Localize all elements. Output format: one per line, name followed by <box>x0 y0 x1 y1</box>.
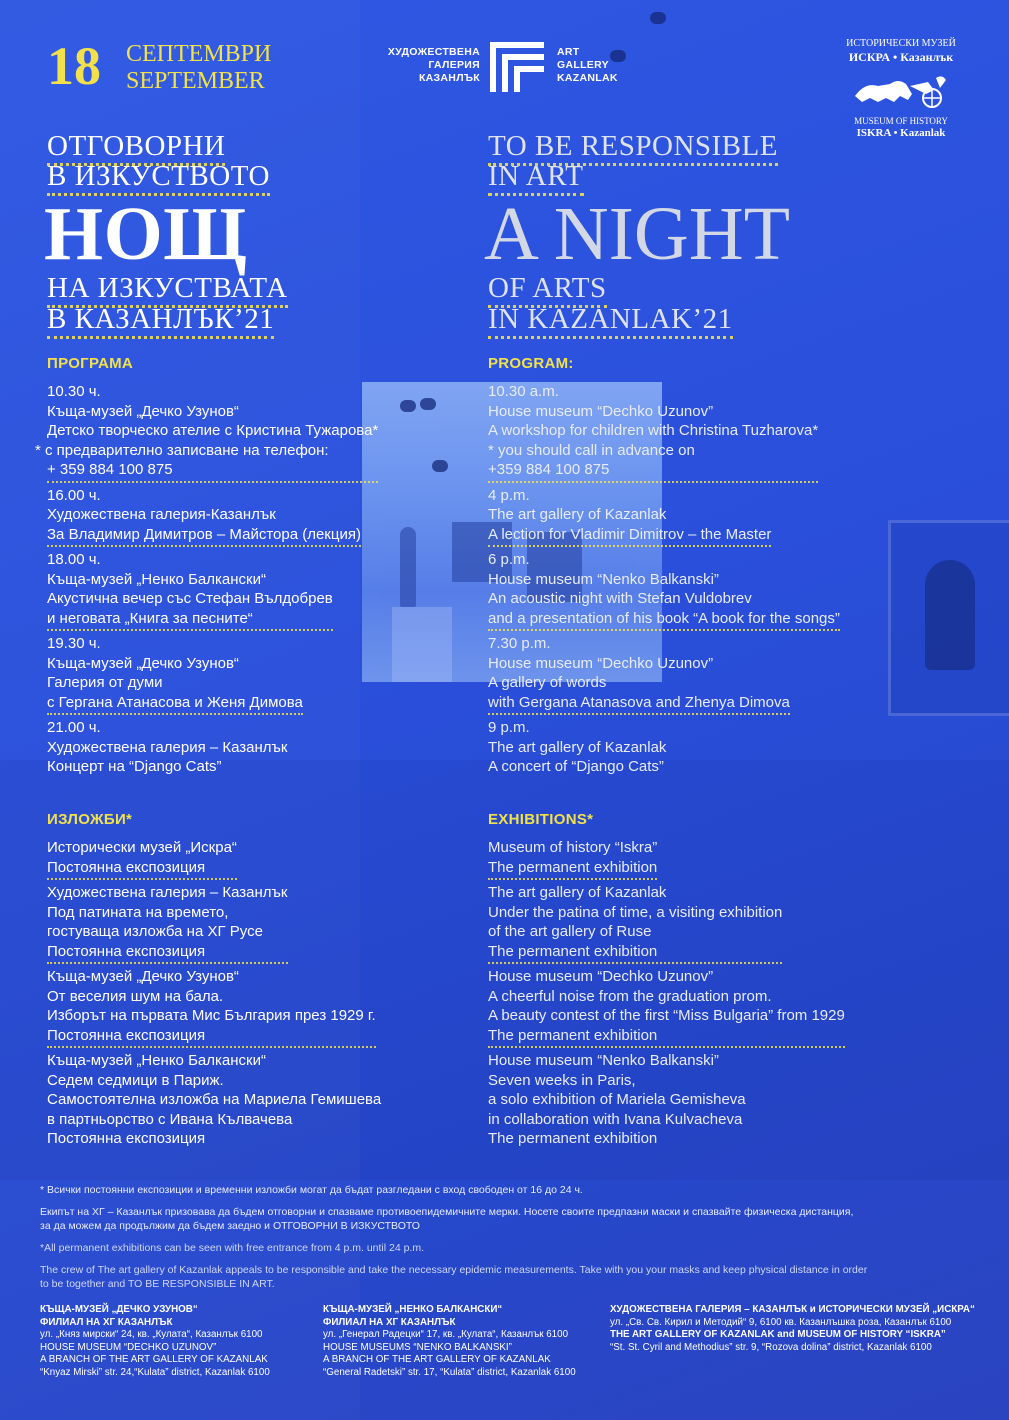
program-bg-entry: 16.00 ч. Художествена галерия-Казанлък За Владимир Димитров – Майстора (лекция) <box>47 486 361 548</box>
exhibition-bg-entry: Къща-музей „Ненко Балкански“ Седем седмици в Париж. Самостоятелна изложба на Мариела Гемишева в партньорство с Ивана Кълвачева Постоянна експозиция <box>47 1052 382 1147</box>
spotlight-icon <box>650 12 666 24</box>
program-en <box>488 354 928 781</box>
gallery-logo-text-en: ART GALLERY KAZANLAK <box>557 46 618 84</box>
program-bg-heading: ПРОГРАМА <box>47 355 134 372</box>
program-bg <box>35 354 487 781</box>
note-bg-appeal: Екипът на ХГ – Казанлък призовава да бъдем отговорни и спазваме противоепидемичните мерки. Носете своите предпазни маски и спазвайте физическа дистанция, <box>40 1206 854 1218</box>
exhibitions-en <box>488 810 928 1153</box>
exhibition-en-entry: House museum “Nenko Balkanski” Seven weeks in Paris, a solo exhibition of Mariela Gemisheva in collaboration with Ivana Kulvacheva The permanent exhibition <box>488 1052 746 1147</box>
exhibition-en-entry: House museum “Dechko Uzunov” A cheerful noise from the graduation prom. A beauty contest of the first “Miss Bulgaria” from 1929 The permanent exhibition <box>488 967 845 1048</box>
note-bg-appeal-2: за да можем да продължим да бъдем заедно и ОТГОВОРНИ В ИЗКУСТВОТО <box>40 1220 420 1232</box>
note-en-appeal: The crew of The art gallery of Kazanlak appeals to be responsible and take the necessary epidemic measurements. Take with you your masks and keep physical distance in order <box>40 1264 868 1276</box>
title-en-line4: IN KAZANLAK’21 <box>488 303 733 339</box>
program-en-heading: PROGRAM: <box>488 355 574 372</box>
program-en-entry: 6 p.m. House museum “Nenko Balkanski” An acoustic night with Stefan Vuldobrev and a presentation of his book “A book for the songs” <box>488 550 840 631</box>
note-en-free-entrance: *All permanent exhibitions can be seen with free entrance from 4 p.m. until 24 p.m. <box>40 1242 425 1254</box>
exhibition-bg-entry: Къща-музей „Дечко Узунов“ От веселия шум на бала. Изборът на първата Мис България през 1929 г. Постоянна експозиция <box>47 967 376 1048</box>
title-en-line2: IN ART <box>488 160 584 196</box>
date-month-bg: СЕПТЕМВРИ <box>126 41 272 67</box>
exhibitions-en-heading: EXHIBITIONS* <box>488 811 594 828</box>
note-bg-free-entrance: * Всички постоянни експозиции и временни изложби могат да бъдат разгледани с вход свободен от 16 до 24 ч. <box>40 1184 583 1196</box>
footer-address-1: КЪЩА-МУЗЕЙ „ДЕЧКО УЗУНОВ“ ФИЛИАЛ НА ХГ КАЗАНЛЪК ул. „Княз мирски“ 24, кв. „Кулата“, Казанлък 6100 HOUSE MUSEUM “DECHKO UZUNOV” A BRANCH OF THE ART GALLERY OF KAZANLAK “Knyaz Mirski” str. 24,“Kulata” district, Kazanlak 6100 <box>40 1304 270 1378</box>
gallery-logo-text-bg: ХУДОЖЕСТВЕНА ГАЛЕРИЯ КАЗАНЛЪК <box>387 46 480 84</box>
exhibition-en-entry: The art gallery of Kazanlak Under the patina of time, a visiting exhibition of the art gallery of Ruse The permanent exhibition <box>488 883 782 964</box>
bg-painting-figure <box>925 560 975 670</box>
program-en-entry: 7.30 p.m. House museum “Dechko Uzunov” A gallery of words with Gergana Atanasova and Zhenya Dimova <box>488 634 790 715</box>
exhibition-bg-entry: Художествена галерия – Казанлък Под патината на времето, гостуваща изложба на ХГ Русе Постоянна експозиция <box>47 883 288 964</box>
program-bg-entry: 18.00 ч. Къща-музей „Ненко Балкански“ Акустична вечер със Стефан Вълдобрев и неговата „Книга за песните“ <box>47 550 333 631</box>
date-number: 18 <box>47 36 101 96</box>
note-en-appeal-2: to be together and TO BE RESPONSIBLE IN ART. <box>40 1278 275 1290</box>
program-en-entry: 10.30 a.m. House museum “Dechko Uzunov” A workshop for children with Christina Tuzharova* * you should call in advance on +359 884 100 875 <box>488 382 818 483</box>
program-bg-entry: 10.30 ч. Къща-музей „Дечко Узунов“ Детско творческо ателие с Кристина Тужарова* * с предварително записване на телефон: + 359 884 100 875 <box>47 382 378 483</box>
chariot-icon <box>850 72 950 112</box>
title-en-big: A NIGHT <box>484 192 791 276</box>
exhibitions-bg <box>47 810 487 1153</box>
title-bg-line2: В ИЗКУСТВОТО <box>47 160 270 196</box>
title-bg-line4: В КАЗАНЛЪК’21 <box>47 303 274 339</box>
title-en-line3: OF ARTS <box>488 272 607 308</box>
title-bg-big: НОЩ <box>44 192 248 276</box>
notes <box>40 1183 970 1291</box>
program-bg-entry: 21.00 ч. Художествена галерия – Казанлък Концерт на “Django Cats” <box>47 719 288 775</box>
gallery-logo-icon <box>490 42 544 92</box>
museum-logo: ИСТОРИЧЕСКИ МУЗЕЙ ИСКРА • Казанлък MUSEUM OF HISTORY ISKRA • Kazanlak <box>846 38 956 139</box>
footer-address-2: КЪЩА-МУЗЕЙ „НЕНКО БАЛКАНСКИ“ ФИЛИАЛ НА ХГ КАЗАНЛЪК ул. „Генерал Радецки“ 17, кв. „Кулата“, Казанлък 6100 HOUSE MUSEUMS “NENKO BALKANSKI” A BRANCH OF THE ART GALLERY OF KAZANLAK “General Radetski” str. 17, “Kulata” district, Kazanlak 6100 <box>323 1304 576 1378</box>
program-en-entry: 9 p.m. The art gallery of Kazanlak A concert of “Django Cats” <box>488 719 667 775</box>
footer-address-3: ХУДОЖЕСТВЕНА ГАЛЕРИЯ – КАЗАНЛЪК и ИСТОРИЧЕСКИ МУЗЕЙ „ИСКРА“ ул. „Св. Св. Кирил и Методий“ 9, 6100 кв. Казанлъшка роза, Казанлък 6100 THE ART GALLERY OF KAZANLAK and MUSEUM OF HISTORY “ISKRA” “St. St. Cyril and Methodius” str. 9, “Rozova dolina” district, Kazanlak 6100 <box>610 1304 975 1353</box>
title-bg-line1: ОТГОВОРНИ <box>47 130 225 166</box>
exhibition-en-entry: Museum of history “Iskra” The permanent exhibition <box>488 838 657 880</box>
title-bg-line3: НА ИЗКУСТВАТА <box>47 272 288 308</box>
title-en-line1: TO BE RESPONSIBLE <box>488 130 778 166</box>
exhibition-bg-entry: Исторически музей „Искра“ Постоянна експозиция <box>47 838 237 880</box>
date-month-en: SEPTEMBER <box>126 68 265 94</box>
program-bg-entry: 19.30 ч. Къща-музей „Дечко Узунов“ Галерия от думи с Гергана Атанасова и Женя Димова <box>47 634 303 715</box>
exhibitions-bg-heading: ИЗЛОЖБИ* <box>47 811 133 828</box>
program-en-entry: 4 p.m. The art gallery of Kazanlak A lection for Vladimir Dimitrov – the Master <box>488 486 771 548</box>
